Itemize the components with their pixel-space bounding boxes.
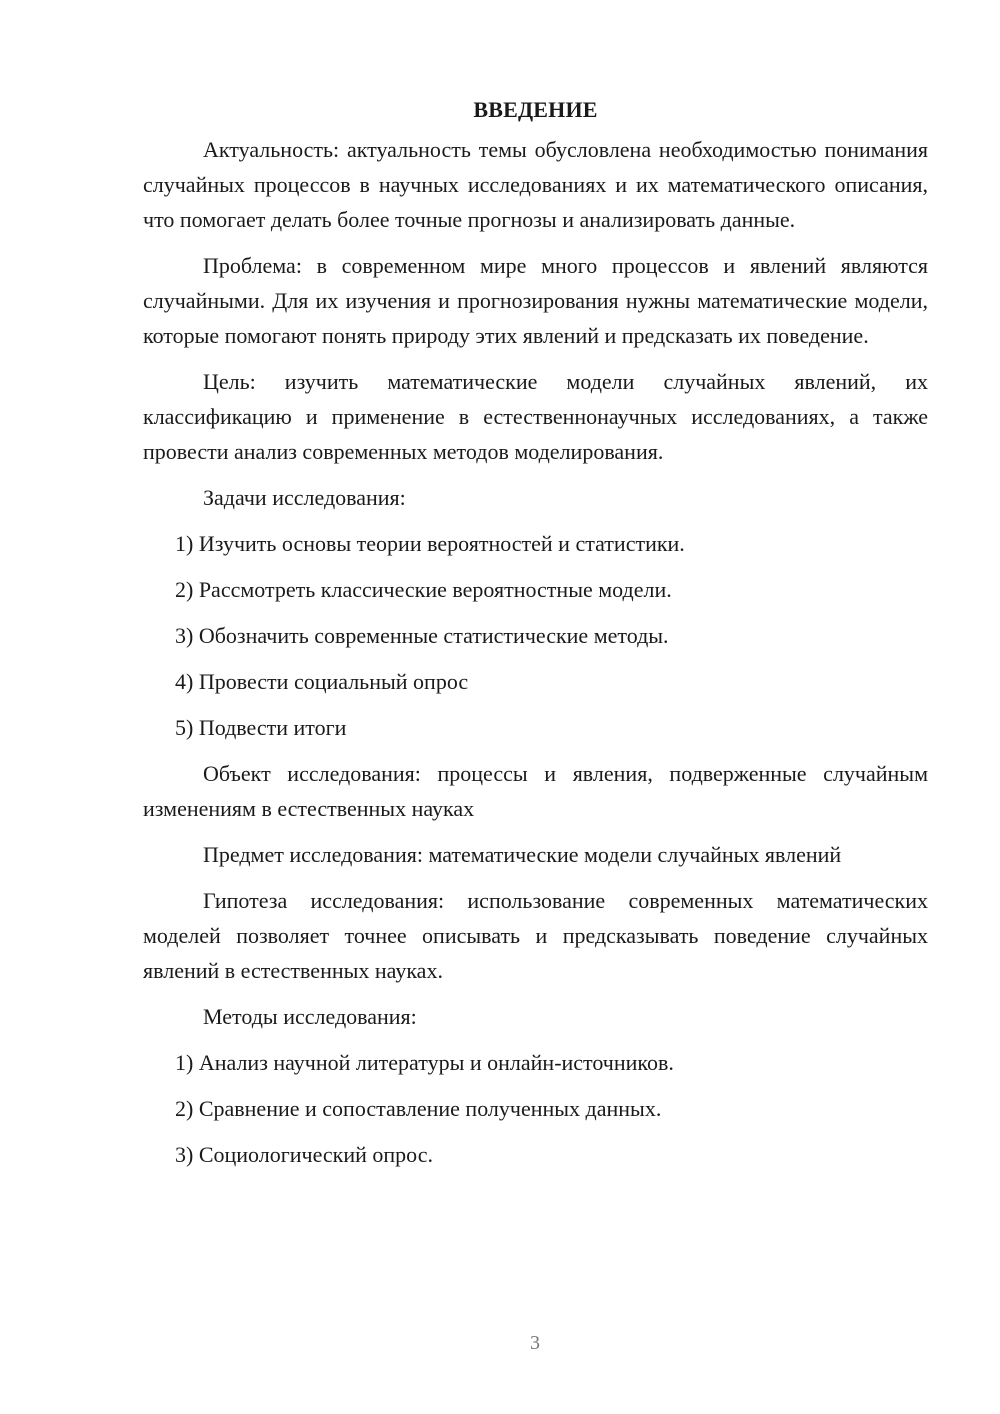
task-item: 1) Изучить основы теории вероятностей и статистики. [175, 531, 685, 556]
problem-paragraph: Проблема: в современном мире много процессов и явлений являются случайными. Для их изучения и прогнозирования нужны математические модели, которые помогают понять природу этих явлений и предсказать их поведение. [143, 253, 928, 348]
hypothesis-paragraph: Гипотеза исследования: использование современных математических моделей позволяет точнее описывать и предсказывать поведение случайных явлений в естественных науках. [143, 888, 928, 983]
task-item: 4) Провести социальный опрос [175, 669, 469, 694]
tasks-heading: Задачи исследования: [203, 485, 406, 510]
task-item: 3) Обозначить современные статистические методы. [175, 623, 669, 648]
method-item: 1) Анализ научной литературы и онлайн-источников. [175, 1050, 674, 1075]
subject-paragraph: Предмет исследования: математические модели случайных явлений [203, 842, 842, 867]
task-item: 2) Рассмотреть классические вероятностные модели. [175, 577, 672, 602]
section-title: ВВЕДЕНИЕ [473, 97, 598, 122]
task-item: 5) Подвести итоги [175, 715, 347, 740]
document-page [143, 92, 928, 1183]
methods-heading: Методы исследования: [203, 1004, 417, 1029]
page-number: 3 [530, 1332, 540, 1354]
method-item: 2) Сравнение и сопоставление полученных данных. [175, 1096, 662, 1121]
object-paragraph: Объект исследования: процессы и явления, подверженные случайным изменениям в естественных науках [143, 761, 928, 821]
goal-paragraph: Цель: изучить математические модели случайных явлений, их классификацию и применение в естественнонаучных исследованиях, а также провести анализ современных методов моделирования. [143, 369, 928, 464]
method-item: 3) Социологический опрос. [175, 1142, 433, 1167]
relevance-paragraph: Актуальность: актуальность темы обусловлена необходимостью понимания случайных процессов в научных исследованиях и их математического описания, что помогает делать более точные прогнозы и анализировать данные. [143, 137, 928, 232]
